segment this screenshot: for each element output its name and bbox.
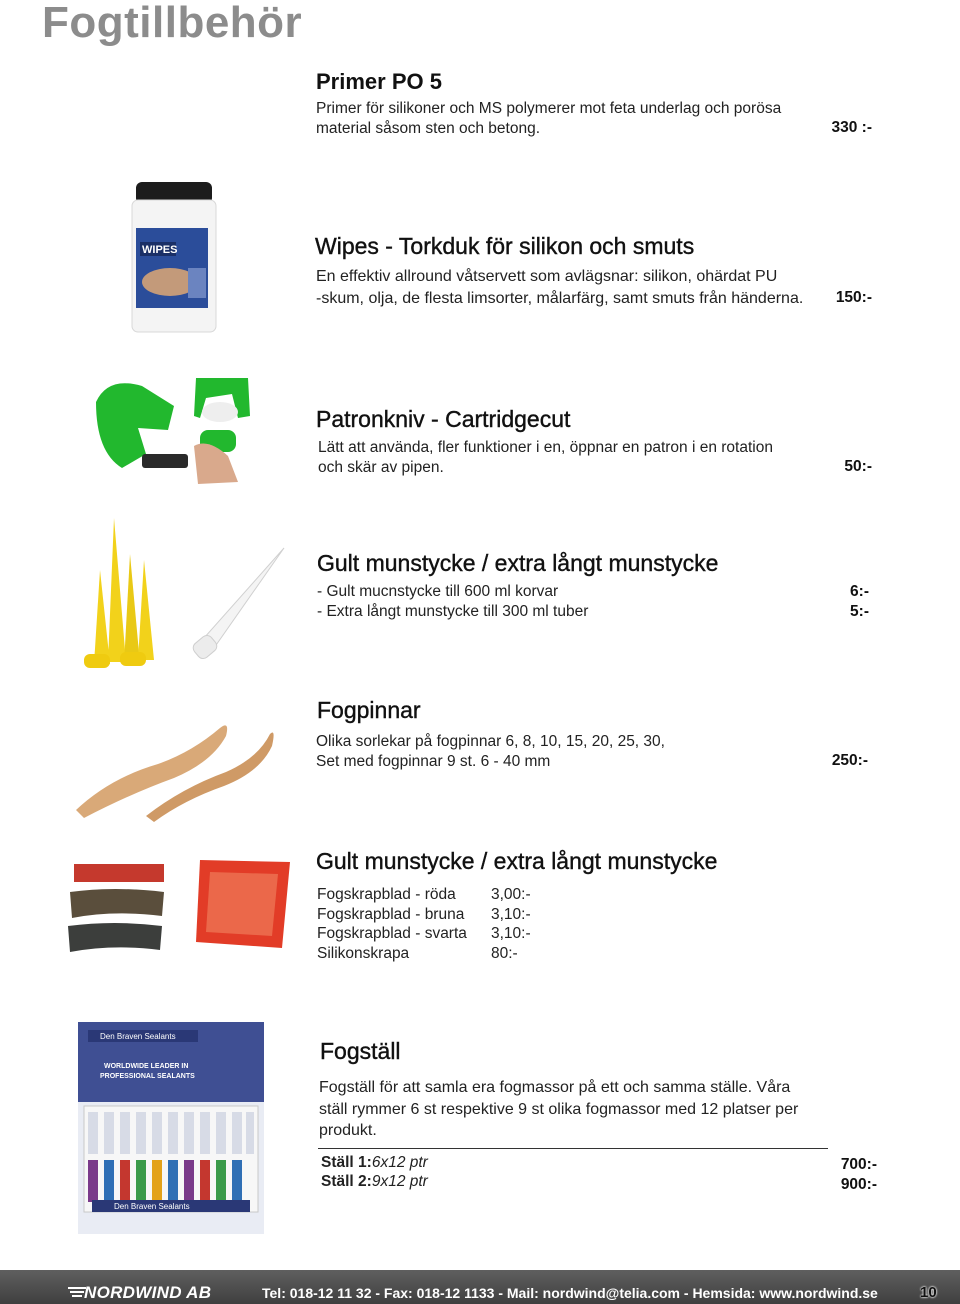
line-text: Fogskrapblad - svarta (317, 925, 467, 942)
wipes-canister-image (128, 180, 220, 336)
product-price-wipes: 150:- (835, 289, 872, 306)
stand-price: 900:- (840, 1176, 877, 1193)
stand-line (321, 1173, 881, 1192)
desc-line: och skär av pipen. (318, 458, 444, 476)
price-line (317, 602, 877, 622)
product-price-sticks: 250:- (831, 752, 868, 769)
line-price: 5:- (850, 602, 869, 620)
product-title-scrapers: Gult munstycke / extra långt munstycke (316, 848, 718, 874)
price-line (317, 905, 617, 925)
stand-slogan-1: WORLDWIDE LEADER IN (104, 1063, 189, 1070)
product-lines-nozzles (317, 582, 877, 621)
wipes-label: WIPES (142, 244, 178, 256)
footer-logo: NORDWIND AB (84, 1283, 212, 1302)
stand-label: Ställ 2: (321, 1172, 372, 1190)
price-line (317, 885, 617, 905)
divider-line (318, 1148, 828, 1149)
price-line (317, 944, 617, 964)
desc-line: Lätt att använda, fler funktioner i en, öppnar en patron i en rotation (318, 439, 773, 456)
line-text: Fogskrapblad - bruna (317, 905, 465, 923)
product-desc-sticks (316, 732, 876, 771)
product-title-cutter: Patronkniv - Cartridgecut (316, 406, 571, 432)
desc-line: Set med fogpinnar 9 st. 6 - 40 mm (316, 752, 551, 770)
scraper-blades-image (64, 856, 300, 956)
cartridge-cutter-image (88, 372, 254, 488)
line-text: Fogskrapblad - röda (317, 886, 456, 903)
desc-line: Fogställ för att samla era fogmassor på ett och samma ställe. Våra (319, 1079, 791, 1096)
stand-value: 9x12 ptr (371, 1172, 428, 1190)
line-price: 3,10:- (491, 925, 531, 942)
price-line (317, 582, 877, 602)
product-title-sticks: Fogpinnar (317, 697, 421, 723)
desc-line: -skum, olja, de flesta limsorter, målarfärg, samt smuts från händerna. (316, 289, 804, 307)
desc-line: Primer för silikoner och MS polymerer mot feta underlag och porösa (316, 100, 782, 117)
line-price: 3,00:- (491, 886, 531, 903)
page-title: Fogtillbehör (42, 0, 303, 47)
page-number: 10 (920, 1284, 937, 1301)
stand-price: 700:- (840, 1156, 877, 1173)
stand-line (321, 1154, 881, 1173)
product-desc-cutter (318, 438, 878, 477)
price-line (317, 924, 617, 944)
stand-brand-bottom: Den Braven Sealants (114, 1202, 190, 1211)
line-price: 6:- (850, 583, 869, 600)
product-price-primer: 330 :- (831, 119, 872, 136)
product-title-wipes: Wipes - Torkduk för silikon och smuts (315, 233, 695, 259)
product-title-stand: Fogställ (320, 1038, 401, 1064)
nozzles-image (80, 514, 296, 672)
desc-line: material såsom sten och betong. (316, 119, 541, 137)
product-title-primer: Primer PO 5 (316, 69, 442, 94)
stand-brand-top: Den Braven Sealants (100, 1032, 176, 1041)
line-price: 3,10:- (491, 905, 531, 923)
line-price: 80:- (491, 944, 518, 962)
footer-contact: Tel: 018-12 11 32 - Fax: 018-12 1133 - Mail: nordwind@telia.com - Hemsida: www.nordwind.se (262, 1285, 878, 1301)
product-price-cutter: 50:- (844, 458, 872, 475)
desc-line: Olika sorlekar på fogpinnar 6, 8, 10, 15, 20, 25, 30, (316, 733, 665, 750)
desc-line: En effektiv allround våtservett som avlägsnar: silikon, ohärdat PU (316, 268, 778, 285)
line-text: - Extra långt munstycke till 300 ml tuber (317, 602, 589, 620)
product-title-nozzles: Gult munstycke / extra långt munstycke (317, 550, 719, 576)
product-lines-scrapers (317, 885, 617, 963)
stand-slogan-2: PROFESSIONAL SEALANTS (100, 1073, 195, 1080)
product-lines-stand (321, 1154, 881, 1191)
desc-line: produkt. (319, 1122, 377, 1139)
line-text: - Gult mucnstycke till 600 ml korvar (317, 583, 559, 600)
product-prices-stand (800, 1155, 877, 1195)
line-text: Silikonskrapa (317, 944, 410, 962)
product-desc-wipes (316, 266, 876, 309)
stand-label: Ställ 1: (321, 1154, 372, 1171)
desc-line: ställ rymmer 6 st respektive 9 st olika fogmassor med 12 platser per (319, 1100, 799, 1118)
product-desc-stand (319, 1077, 829, 1142)
joint-sticks-image (70, 706, 280, 824)
display-stand-image (78, 1022, 264, 1234)
stand-value: 6x12 ptr (371, 1154, 428, 1171)
